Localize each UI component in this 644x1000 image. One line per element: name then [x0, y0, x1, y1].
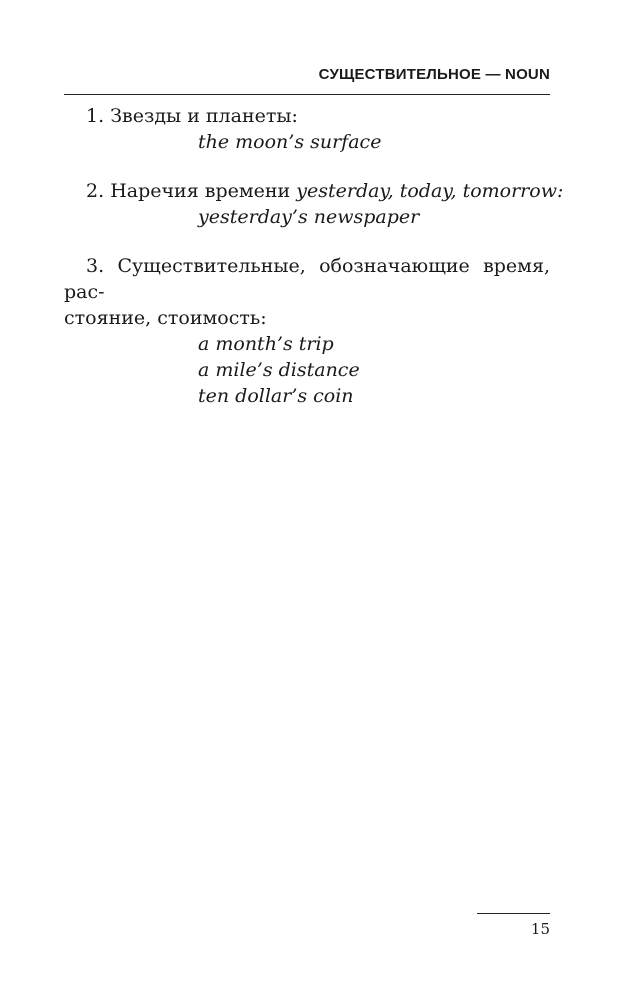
page-number: 15: [530, 920, 550, 938]
item-3-example-2: a mile’s distance: [198, 359, 360, 381]
item-1-text: Звезды и планеты:: [110, 105, 298, 127]
item-2-text-italic: yesterday, today, tomorrow:: [296, 180, 564, 202]
page-content: [64, 103, 564, 409]
item-2-number: 2.: [86, 180, 105, 202]
list-item-3: [64, 253, 550, 409]
item-3-example-1: a month’s trip: [198, 333, 334, 355]
item-3-number: 3.: [86, 255, 105, 277]
item-2-text: Наречия времени: [110, 180, 297, 202]
header-rule: [64, 94, 550, 95]
item-3-text-line-1: Существительные, обозначающие время, рас-: [64, 255, 550, 303]
item-3-example-3: ten dollar’s coin: [198, 385, 354, 407]
item-3-line-1: [64, 253, 550, 305]
list-item-2: [64, 178, 564, 230]
footer-rule: [477, 913, 550, 914]
item-2-line: [64, 178, 564, 204]
item-3-line-2: [64, 305, 550, 331]
item-1-example-1: the moon’s surface: [198, 131, 382, 153]
item-1-number: 1.: [86, 105, 105, 127]
item-1-line: [64, 103, 550, 129]
item-3-text-line-2: стояние, стоимость:: [64, 307, 267, 329]
list-item-1: [64, 103, 550, 155]
running-head: СУЩЕСТВИТЕЛЬНОЕ — NOUN: [318, 66, 550, 83]
item-2-example-1: yesterday’s newspaper: [198, 206, 420, 228]
